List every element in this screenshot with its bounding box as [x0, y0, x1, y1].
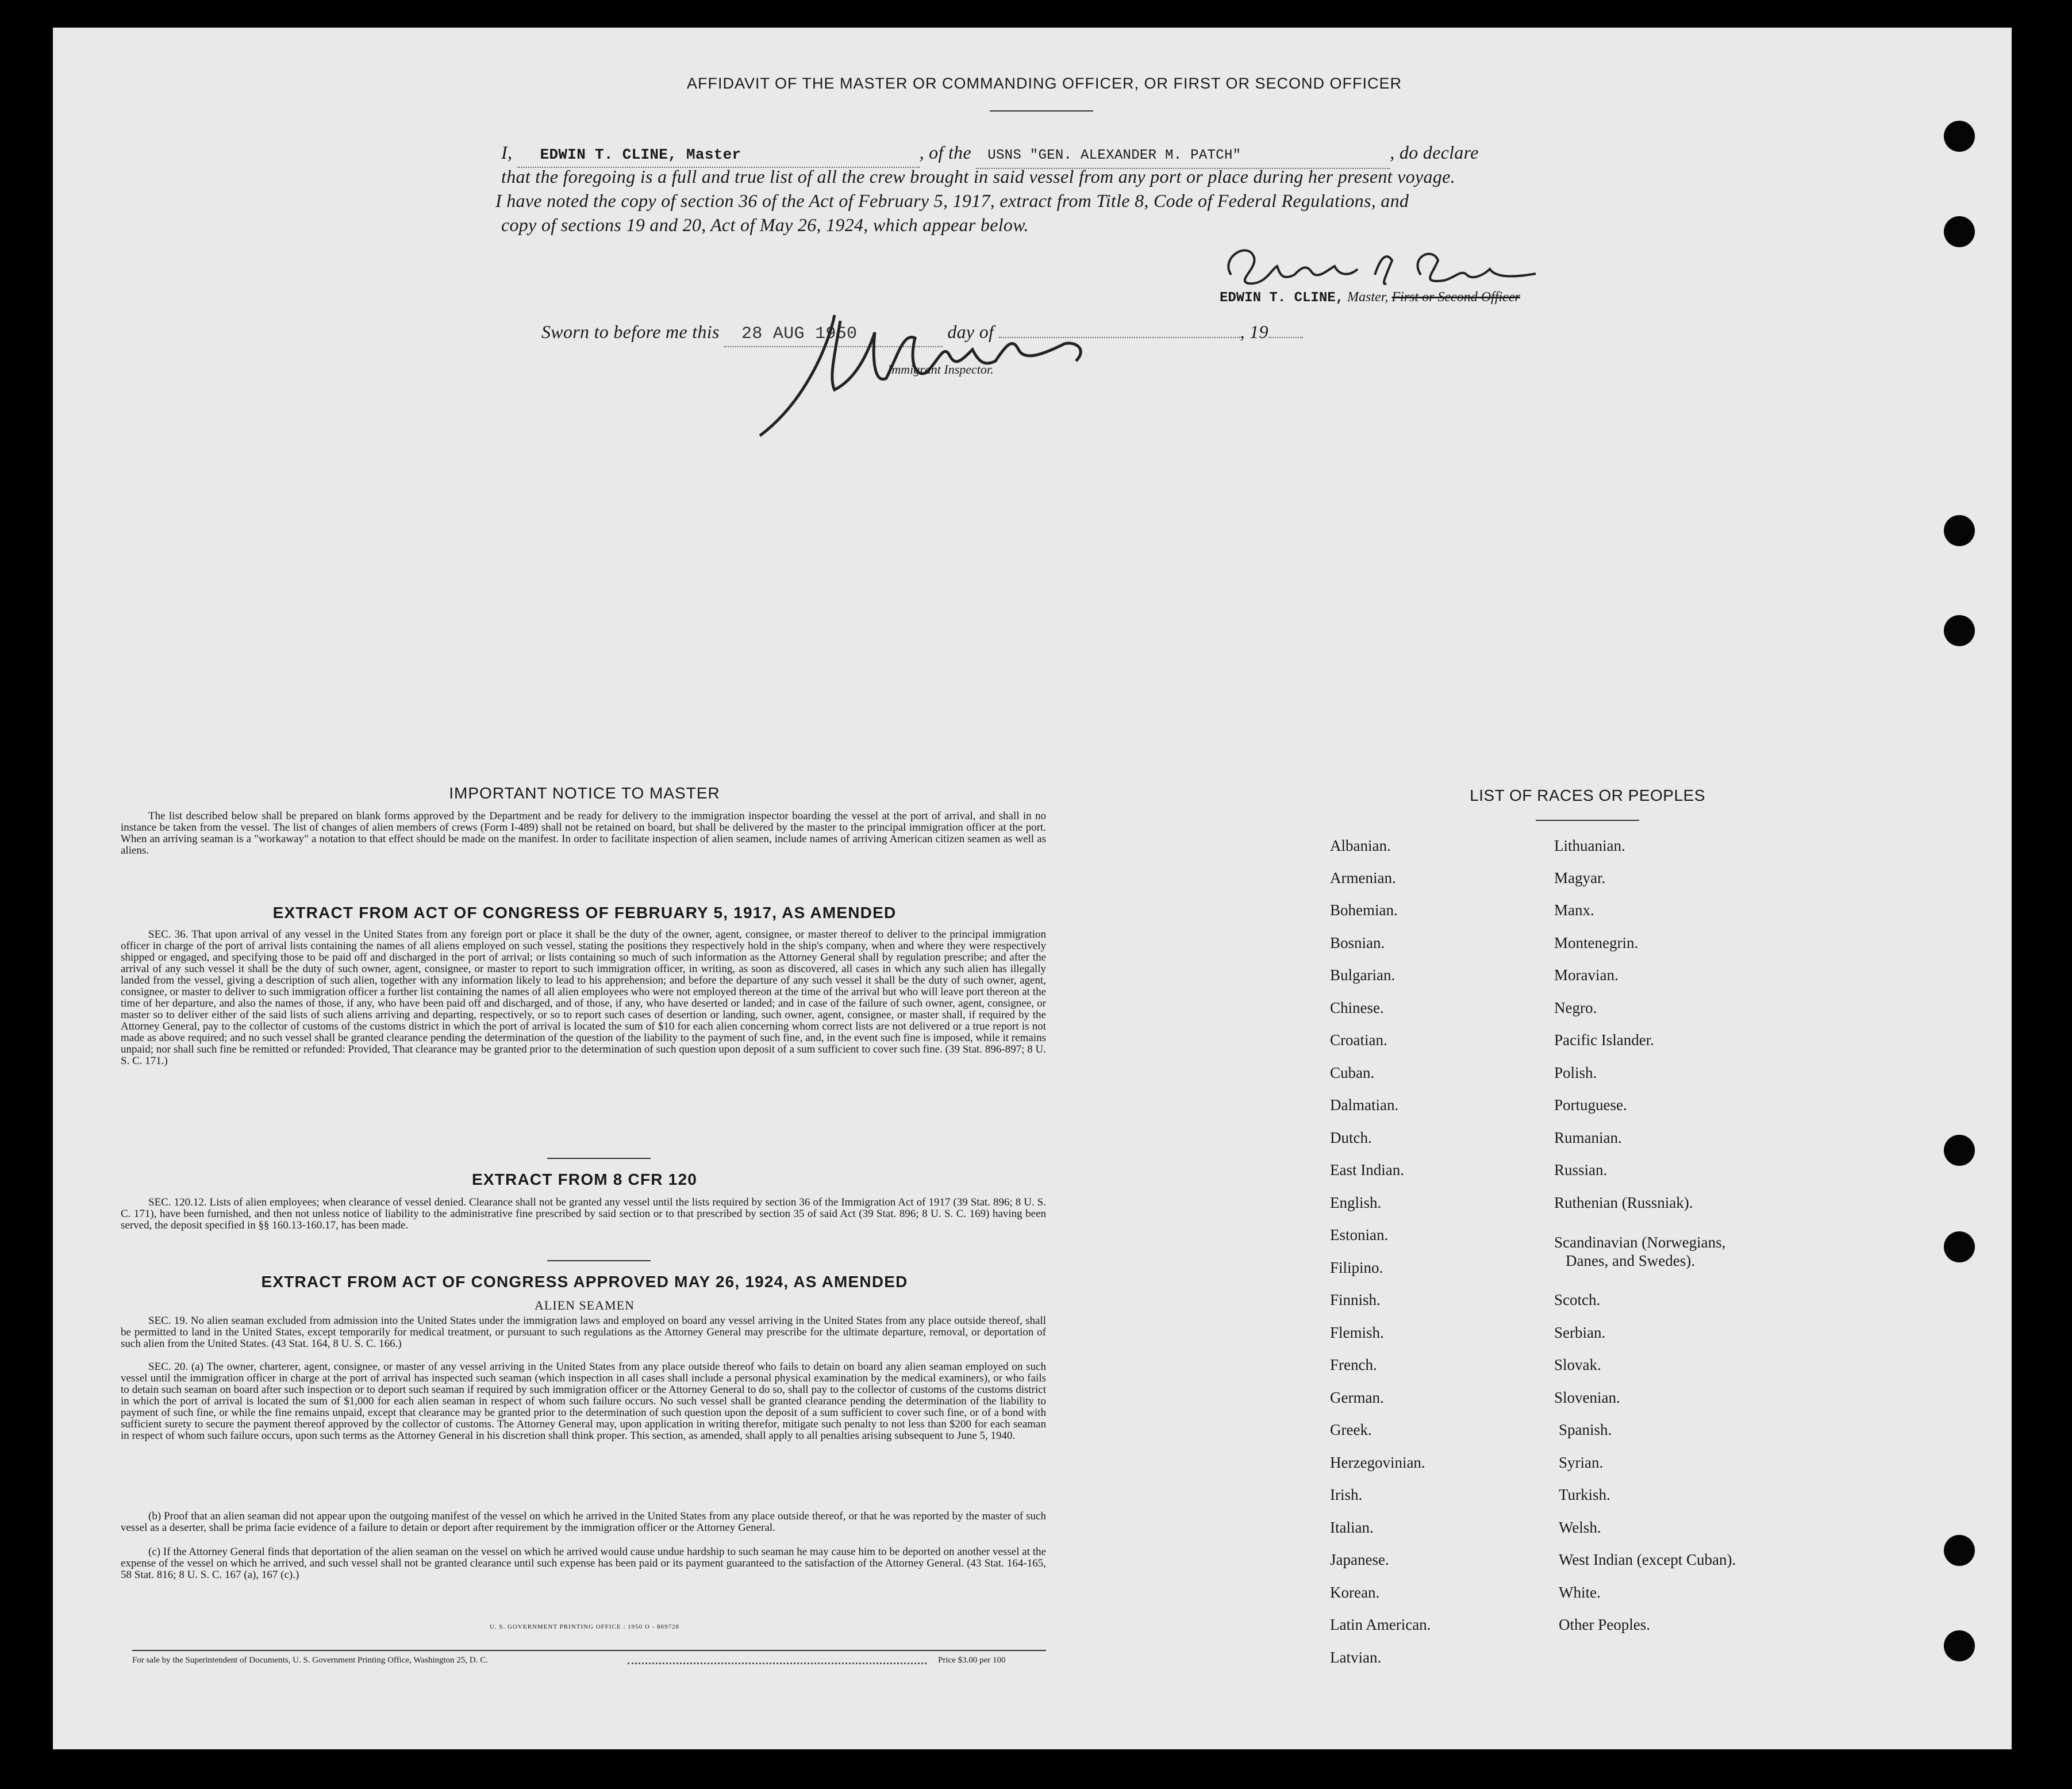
race-item: Polish. [1554, 1064, 1597, 1081]
sec-20a: SEC. 20. (a) The owner, charterer, agent, consignee, or master of any vessel arriving in the United States from any place outside thereof who fails to detain on board any alien seaman employed on such vessel until the immigration officer in charge at the port of arrival has inspected such seaman (which inspection in all cases shall include a personal physical examination by the medical examiners), or who fails to detain such seaman on board after such inspection or to deport such seaman if required by such immigration officer or the Attorney General to do so, shall pay to the collector of customs of the customs district in which the port of arrival is located the sum of $1,000 for each alien seaman in respect of whom such failure occurs. No such vessel shall be granted clearance pending the determination of the liability to payment of such fine, or while the fine remains unpaid, except that clearance may be granted prior to the determination of such question upon the deposit of a sum sufficient to cover such fine, or of a bond with sufficient surety to secure the payment thereof approved by the collector of customs. The Attorney General may, upon application in writing therefor, mitigate such penalty to not less than $200 for each seaman in respect of whom such failure occurs, upon such terms as the Attorney General in his discretion shall think proper. This section, as amended, shall apply to all penalties arising subsequent to June 5, 1940. [121, 1361, 1046, 1442]
race-item: Welsh. [1559, 1519, 1601, 1536]
race-item: West Indian (except Cuban). [1559, 1551, 1736, 1568]
race-item: Flemish. [1330, 1324, 1384, 1341]
divider [547, 1158, 651, 1159]
vessel-name: USNS "GEN. ALEXANDER M. PATCH" [987, 148, 1241, 163]
master-name: EDWIN T. CLINE, Master [540, 146, 741, 163]
race-item: Latin American. [1330, 1616, 1431, 1633]
alien-seamen-subtitle: ALIEN SEAMEN [535, 1298, 635, 1312]
notice-title: IMPORTANT NOTICE TO MASTER [449, 784, 720, 802]
extract-1924-title: EXTRACT FROM ACT OF CONGRESS APPROVED MAY 26, 1924, AS AMENDED [261, 1273, 908, 1291]
race-item: Manx. [1554, 901, 1594, 919]
footer-leaders [628, 1654, 927, 1664]
punch-hole [1944, 121, 1975, 152]
race-item: Bulgarian. [1330, 966, 1396, 984]
footer-rule [132, 1650, 1046, 1651]
signer-struck-title: First or Second Officer [1391, 290, 1520, 305]
punch-hole [1944, 216, 1975, 247]
date-stamp: 28 AUG 1950 [741, 324, 858, 344]
notice-body: The list described below shall be prepared on blank forms approved by the Department and be ready for delivery to the immigration inspector boarding the vessel at the port of arrival, and shall in no instance be taken from the vessel. The list of changes of alien members of crews (Form I-489) shall not be retained on board, but shall be delivered by the master to the principal immigration officer at the port. When an arriving seaman is a "workaway" a notation to that effect should be made on the manifest. In order to facilitate inspection of alien seamen, include names of arriving American citizen seamen as well as aliens. [121, 810, 1046, 857]
race-item: East Indian. [1330, 1161, 1404, 1178]
divider [1536, 820, 1639, 821]
race-item: English. [1330, 1194, 1382, 1211]
document-page [53, 28, 2012, 1749]
race-item: Scandinavian (Norwegians, [1554, 1234, 1726, 1251]
race-item: Herzegovinian. [1330, 1454, 1425, 1471]
race-item: Albanian. [1330, 837, 1391, 854]
race-item: Latvian. [1330, 1649, 1382, 1666]
affidavit-line-3: I have noted the copy of section 36 of the Act of February 5, 1917, extract from Title 8, Code of Federal Regulations, and [495, 190, 1409, 211]
race-item: Russian. [1554, 1161, 1608, 1178]
signer-title: Master, [1347, 290, 1389, 305]
day-of-label: day of [947, 321, 994, 342]
master-signature [1214, 235, 1559, 298]
affidavit-line-4: copy of sections 19 and 20, Act of May 26, 1924, which appear below. [501, 214, 1029, 235]
race-item: Lithuanian. [1554, 837, 1625, 854]
punch-hole [1944, 515, 1975, 546]
race-item: Ruthenian (Russniak). [1554, 1194, 1693, 1211]
race-item: Cuban. [1330, 1064, 1375, 1081]
footer-sale: For sale by the Superintendent of Documents, U. S. Government Printing Office, Washington 25, D. C. [132, 1656, 488, 1665]
race-item: Bosnian. [1330, 934, 1385, 951]
race-item: Greek. [1330, 1421, 1372, 1438]
race-item: Montenegrin. [1554, 934, 1639, 951]
race-item: Magyar. [1554, 869, 1606, 886]
sworn-label: Sworn to before me this [541, 321, 720, 342]
extract-1917-body: SEC. 36. That upon arrival of any vessel in the United States from any foreign port or place it shall be the duty of the owner, agent, consignee, or master thereof to deliver to the principal immigration officer in charge of the port of arrival lists containing the names of all aliens employed on such vessel, stating the positions they respectively hold in the ship's company, when and where they were respectively shipped or engaged, and specifying those to be paid off and discharged in the port of arrival; or lists containing so much of such information as the Attorney General shall by regulation prescribe; and after the arrival of any such vessel it shall be the duty of such owner, agent, consignee, or master to report to such immigration officer, in writing, as soon as discovered, all cases in which any such alien has illegally landed from the vessel, giving a description of such alien, together with any information likely to lead to his apprehension; and before the departure of any such vessel it shall be the duty of such owner, agent, consignee, or master to deliver to such immigration officer a further list containing the names of all alien employees who were not employed thereon at the time of the arrival but who will leave port thereon at the time of her departure, and also the names of those, if any, who have been paid off and discharged, and of those, if any, who have deserted or landed; and in case of the failure of such owner, agent, consignee, or master so to deliver either of the said lists of such aliens arriving and departing, respectively, or so to report such cases of desertion or landing, such owner, agent, consignee, or master shall, if required by the Attorney General, pay to the collector of customs of the customs district in which the port of arrival is located the sum of $10 for each alien concerning whom correct lists are not delivered or a true report is not made as above required; and no such vessel shall be granted clearance pending the determination of the question of the liability to the payment of such fine, and, in the event such fine is imposed, while it remains unpaid; nor shall such fine be remitted or refunded: Provided, That clearance may be granted prior to the determination of such question upon deposit of a sum sufficient to cover such fine. (39 Stat. 896-897; 8 U. S. C. 171.) [121, 928, 1046, 1067]
extract-cfr-body: SEC. 120.12. Lists of alien employees; when clearance of vessel denied. Clearance shall not be granted any vessel until the lists required by section 36 of the Immigration Act of 1917 (39 Stat. 896; 8 U. S. C. 171), have been furnished, and then not unless notice of liability to the administrative fine prescribed by said section or to that prescribed by section 35 of said Act (39 Stat. 896; 8 U. S. C. 169) having been served, the deposit specified in §§ 160.13-160.17, has been made. [121, 1196, 1046, 1231]
race-item: French. [1330, 1356, 1377, 1373]
affidavit-line-1: I, EDWIN T. CLINE, Master , of the USNS "GEN. ALEXANDER M. PATCH" , do declare [501, 140, 1645, 169]
race-item: Portuguese. [1554, 1096, 1627, 1114]
race-item: Syrian. [1559, 1454, 1604, 1471]
race-item: Danes, and Swedes). [1566, 1252, 1695, 1269]
divider [547, 1260, 651, 1261]
race-item: Other Peoples. [1559, 1616, 1650, 1633]
race-item: Croatian. [1330, 1031, 1387, 1049]
race-item: Spanish. [1559, 1421, 1612, 1438]
punch-hole [1944, 1535, 1975, 1566]
race-item: Bohemian. [1330, 901, 1398, 919]
extract-1917-title: EXTRACT FROM ACT OF CONGRESS OF FEBRUARY 5, 1917, AS AMENDED [272, 904, 897, 922]
affidavit-title: AFFIDAVIT OF THE MASTER OR COMMANDING OFFICER, OR FIRST OR SECOND OFFICER [686, 75, 1402, 92]
punch-hole [1944, 1630, 1975, 1661]
race-item: German. [1330, 1389, 1384, 1406]
race-item: Slovenian. [1554, 1389, 1620, 1406]
race-item: Dutch. [1330, 1129, 1372, 1146]
year-label: , 19 [1240, 321, 1268, 342]
race-item: Dalmatian. [1330, 1096, 1399, 1114]
race-item: Pacific Islander. [1554, 1031, 1654, 1049]
divider [990, 110, 1093, 112]
race-item: Moravian. [1554, 966, 1619, 984]
sec-19: SEC. 19. No alien seaman excluded from admission into the United States under the immigration laws and employed on board any vessel arriving in the United States from any place outside thereof, shall be permitted to land in the United States, except temporarily for medical treatment, or pursuant to such regulations as the Attorney General may prescribe for the ultimate departure, removal, or deportation of such alien from the United States. (43 Stat. 164, 8 U. S. C. 166.) [121, 1315, 1046, 1350]
inspector-label: Immigrant Inspector. [887, 362, 994, 377]
race-item: Armenian. [1330, 869, 1396, 886]
race-item: Korean. [1330, 1584, 1380, 1601]
races-title: LIST OF RACES OR PEOPLES [1470, 786, 1705, 804]
punch-hole [1944, 1231, 1975, 1262]
race-item: Italian. [1330, 1519, 1374, 1536]
extract-cfr-title: EXTRACT FROM 8 CFR 120 [472, 1170, 697, 1188]
race-item: Scotch. [1554, 1291, 1601, 1308]
race-item: Chinese. [1330, 999, 1384, 1016]
affidavit-line-2: that the foregoing is a full and true list of all the crew brought in said vessel from any port or place during her present voyage. [501, 166, 1455, 187]
punch-hole [1944, 1135, 1975, 1166]
race-item: White. [1559, 1584, 1601, 1601]
race-item: Turkish. [1559, 1486, 1610, 1503]
race-item: Japanese. [1330, 1551, 1389, 1568]
race-item: Estonian. [1330, 1226, 1389, 1243]
gpo-imprint: U. S. GOVERNMENT PRINTING OFFICE : 1950 O - 869728 [489, 1623, 679, 1630]
signer-block [1220, 290, 1520, 306]
signer-name: EDWIN T. CLINE, [1220, 290, 1344, 306]
race-item: Rumanian. [1554, 1129, 1622, 1146]
sec-20b: (b) Proof that an alien seaman did not appear upon the outgoing manifest of the vessel on which he arrived in the United States from any place outside thereof, or that he was reported by the master of such vessel as a deserter, shall be prima facie evidence of a failure to detain or deport after requirement by the immigration officer or the Attorney General. [121, 1510, 1046, 1534]
punch-hole [1944, 615, 1975, 646]
sec-20c: (c) If the Attorney General finds that deportation of the alien seaman on the vessel on which he arrived would cause undue hardship to such seaman he may cause him to be deported on another vessel at the expense of the vessel on which he arrived, and such vessel shall not be granted clearance until such expense has been paid or its payment guaranteed to the satisfaction of the Attorney General. (43 Stat. 164-165, 58 Stat. 816; 8 U. S. C. 167 (a), 167 (c).) [121, 1546, 1046, 1581]
race-item: Slovak. [1554, 1356, 1601, 1373]
race-item: Finnish. [1330, 1291, 1381, 1308]
race-item: Irish. [1330, 1486, 1363, 1503]
race-item: Negro. [1554, 999, 1597, 1016]
race-item: Serbian. [1554, 1324, 1606, 1341]
race-item: Filipino. [1330, 1259, 1383, 1276]
footer-price: Price $3.00 per 100 [938, 1656, 1006, 1665]
